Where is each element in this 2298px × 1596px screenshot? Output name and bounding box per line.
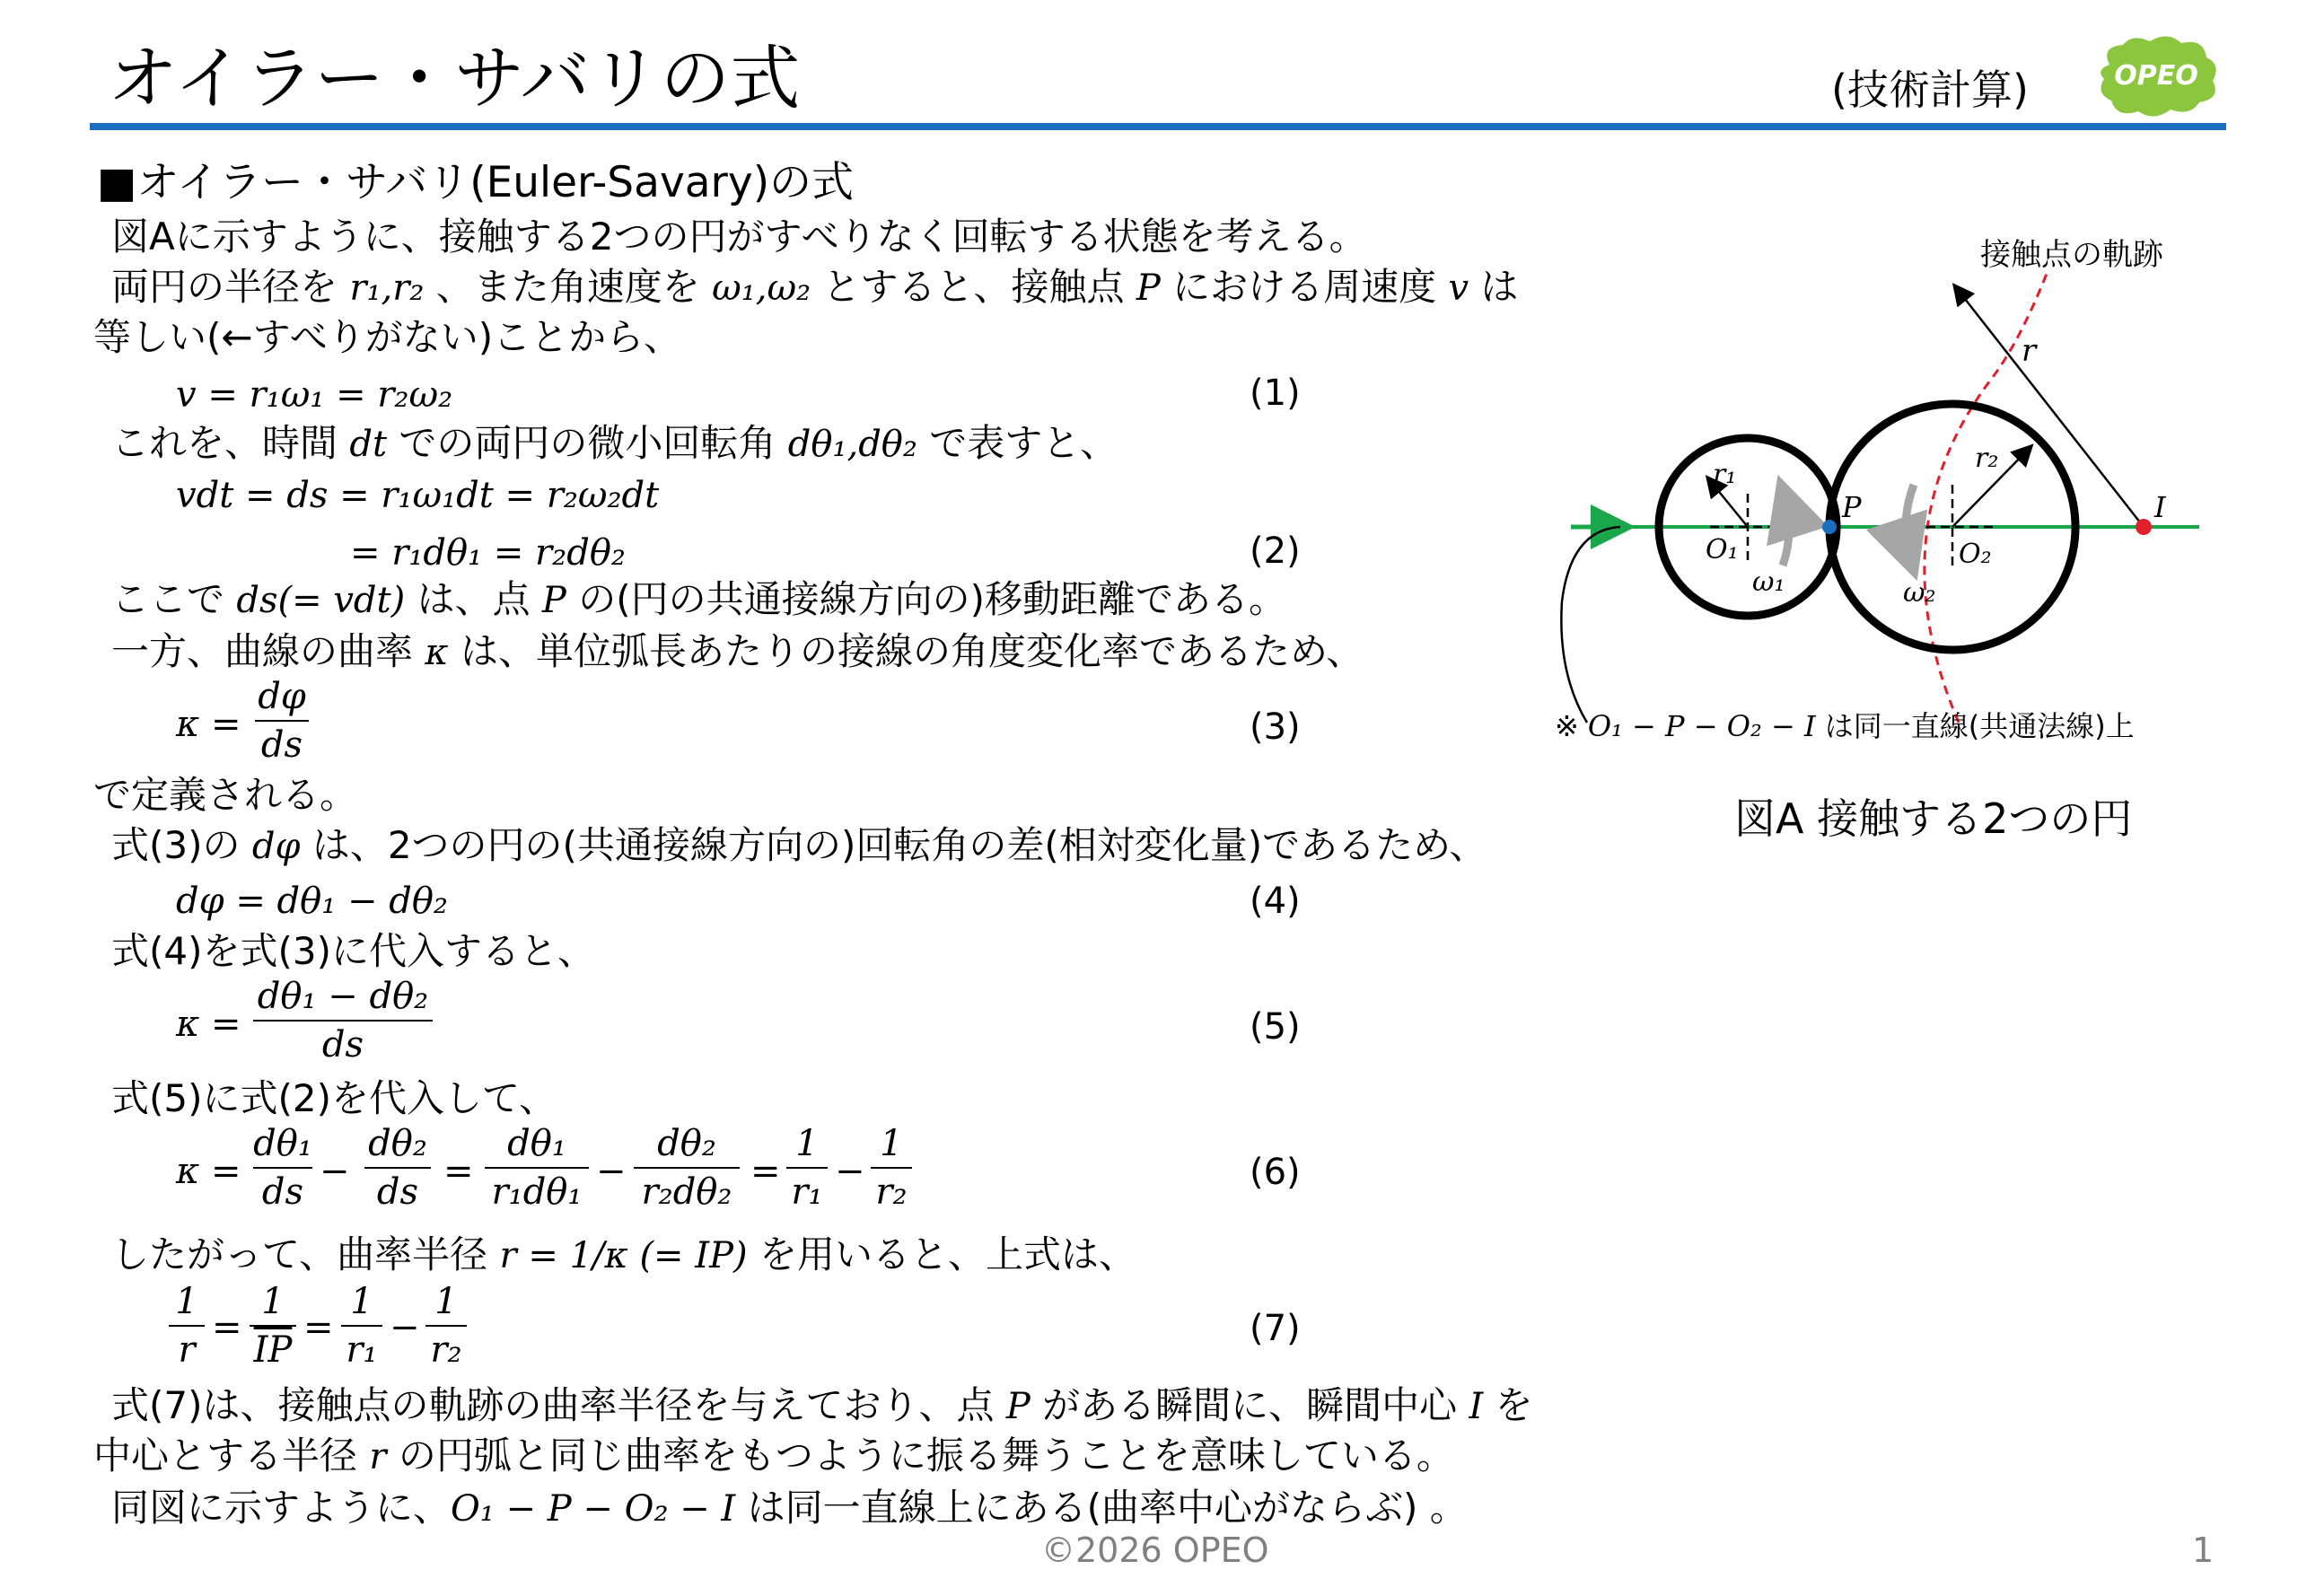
equation-6-fraction-3: dθ₁ r₁dθ₁ <box>485 1120 589 1215</box>
page-number: 1 <box>2192 1530 2215 1570</box>
paragraph-6: で定義される。 <box>93 773 358 817</box>
equation-6-fraction-6: 1 r₂ <box>871 1120 912 1215</box>
paragraph-9: 式(5)に式(2)を代入して、 <box>111 1076 557 1120</box>
paragraph-3: これを、時間 dt での両円の微小回転角 dθ₁,dθ₂ で表すと、 <box>111 421 1118 465</box>
section-heading: ■オイラー・サバリ(Euler-Savary)の式 <box>97 158 855 207</box>
paragraph-5: 一方、曲線の曲率 κ は、単位弧長あたりの接線の角度変化率であるため、 <box>111 629 1364 673</box>
equation-6-equals-1: = <box>443 1151 474 1192</box>
equation-number-7: (7) <box>1250 1308 1301 1349</box>
equation-6-equals-2: = <box>750 1151 781 1192</box>
equation-number-6: (6) <box>1250 1152 1301 1193</box>
equation-7-fraction-1: 1 r <box>169 1278 205 1373</box>
equation-6-minus-2: − <box>596 1151 627 1192</box>
figure-caption: 図A 接触する2つの円 <box>1734 794 2133 843</box>
equation-7-fraction-3: 1 r₁ <box>341 1278 382 1373</box>
r2-label: r₂ <box>1975 443 1999 474</box>
equation-number-3: (3) <box>1250 706 1301 748</box>
equation-3-lhs: κ = <box>176 704 241 745</box>
equation-6-fraction-1: dθ₁ ds <box>253 1123 312 1213</box>
paragraph-8: 式(4)を式(3)に代入すると、 <box>111 929 595 973</box>
equation-7-minus: − <box>390 1307 420 1348</box>
O1-label: O₁ <box>1706 534 1739 566</box>
equation-6-fraction-4: dθ₂ r₂dθ₂ <box>634 1120 740 1215</box>
equation-6-fraction-2: dθ₂ ds <box>364 1120 431 1215</box>
equation-6-fraction-5: 1 r₁ <box>786 1120 828 1215</box>
r1-label: r₁ <box>1713 459 1737 490</box>
paragraph-7: 式(3)の dφ は、2つの円の(共通接線方向の)回転角の差(相対変化量)であるため、 <box>111 823 1487 867</box>
equation-2-line-1: vdt = ds = r₁ω₁dt = r₂ω₂dt <box>176 475 660 516</box>
paragraph-12: 同図に示すように、O₁ − P − O₂ − I は同一直線上にある(曲率中心がならぶ) 。 <box>111 1486 1468 1530</box>
equation-number-1: (1) <box>1250 373 1301 414</box>
footer-copyright: ©2026 OPEO <box>1041 1530 1269 1570</box>
opeo-logo <box>2092 29 2226 127</box>
figure-a <box>1517 224 2289 781</box>
r-label: r <box>2022 333 2037 369</box>
equation-6-lhs: κ = <box>176 1151 241 1192</box>
equation-5-lhs: κ = <box>176 1004 241 1045</box>
paragraph-10: したがって、曲率半径 r = 1/κ (= IP) を用いると、上式は、 <box>111 1232 1136 1276</box>
page-title: オイラー・サバリの式 <box>108 39 801 119</box>
paragraph-4: ここで ds(= vdt) は、点 P の(円の共通接線方向の)移動距離である。 <box>111 577 1286 621</box>
equation-7-equals-1: = <box>212 1307 242 1348</box>
paragraph-2-line-2: 等しい(←すべりがない)ことから、 <box>93 315 682 359</box>
point-I <box>2136 519 2152 535</box>
P-label: P <box>1842 490 1862 524</box>
equation-3-fraction: dφ ds <box>255 673 309 768</box>
paragraph-11-line-2: 中心とする半径 r の円弧と同じ曲率をもつように振る舞うことを意味している。 <box>93 1434 1454 1478</box>
equation-1: v = r₁ω₁ = r₂ω₂ <box>176 374 453 416</box>
omega2-label: ω₂ <box>1903 577 1936 609</box>
O2-label: O₂ <box>1959 539 1992 570</box>
equation-number-2: (2) <box>1250 531 1301 572</box>
note-text: ※ O₁ − P − O₂ − I は同一直線(共通法線)上 <box>1555 709 2135 743</box>
paragraph-2-line-1: 両円の半径を r₁,r₂ 、また角速度を ω₁,ω₂ とすると、接触点 P における周速度 v は <box>111 265 1519 309</box>
paragraph-1: 図Aに示すように、接触する2つの円がすべりなく回転する状態を考える。 <box>111 215 1367 259</box>
trajectory-label: 接触点の軌跡 <box>1980 237 2163 273</box>
logo-text: OPEO <box>2114 60 2198 92</box>
omega1-label: ω₁ <box>1752 566 1785 598</box>
point-P <box>1822 520 1837 534</box>
equation-6-minus-3: − <box>835 1151 865 1192</box>
equation-number-5: (5) <box>1250 1006 1301 1048</box>
header-rule <box>90 123 2226 130</box>
paragraph-11-line-1: 式(7)は、接触点の軌跡の曲率半径を与えており、点 P がある瞬間に、瞬間中心 I を <box>111 1383 1533 1427</box>
equation-7-fraction-4: 1 r₂ <box>425 1278 467 1373</box>
equation-7-equals-2: = <box>303 1307 334 1348</box>
equation-number-4: (4) <box>1250 881 1301 922</box>
equation-7-fraction-2: $\frac{1}{IP}$ <box>250 1278 296 1373</box>
note-pointer-curve <box>1561 527 1620 723</box>
equation-6-minus-1: − <box>320 1151 350 1192</box>
I-label: I <box>2154 490 2166 524</box>
equation-4: dφ = dθ₁ − dθ₂ <box>176 881 448 922</box>
equation-5-fraction: dθ₁ − dθ₂ ds <box>253 973 433 1068</box>
category-label: (技術計算) <box>1831 66 2029 114</box>
equation-2-line-2: = r₁dθ₁ = r₂dθ₂ <box>350 532 626 574</box>
